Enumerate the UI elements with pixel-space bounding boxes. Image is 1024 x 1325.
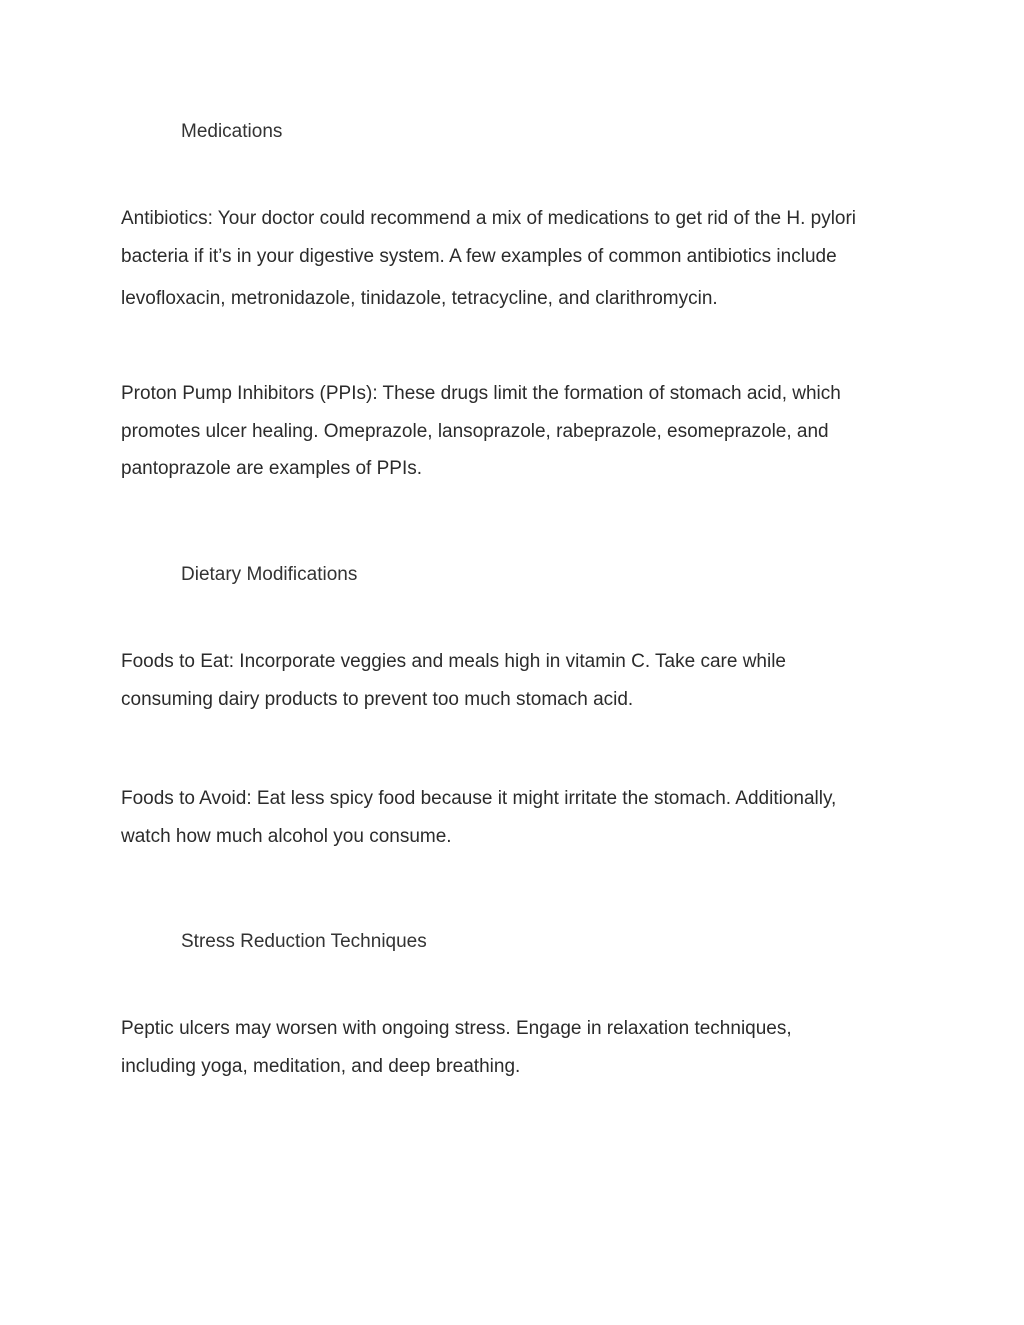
paragraph-line: Peptic ulcers may worsen with ongoing stress. Engage in relaxation techniques, bbox=[121, 1018, 792, 1039]
paragraph-line: including yoga, meditation, and deep breathing. bbox=[121, 1056, 521, 1077]
paragraph-line: pantoprazole are examples of PPIs. bbox=[121, 458, 423, 479]
section-heading-medications: Medications bbox=[181, 121, 283, 142]
paragraph-line: levofloxacin, metronidazole, tinidazole, tetracycline, and clarithromycin. bbox=[121, 288, 718, 309]
section-heading-stress-reduction: Stress Reduction Techniques bbox=[181, 931, 427, 952]
paragraph-line: Proton Pump Inhibitors (PPIs): These drugs limit the formation of stomach acid, which bbox=[121, 383, 841, 404]
paragraph-line: Antibiotics: Your doctor could recommend a mix of medications to get rid of the H. pylori bbox=[121, 208, 857, 229]
section-heading-dietary-modifications: Dietary Modifications bbox=[181, 564, 358, 585]
paragraph-line: bacteria if it’s in your digestive system. A few examples of common antibiotics include bbox=[121, 246, 837, 267]
paragraph-line: Foods to Eat: Incorporate veggies and meals high in vitamin C. Take care while bbox=[121, 651, 786, 672]
paragraph-line: promotes ulcer healing. Omeprazole, lansoprazole, rabeprazole, esomeprazole, and bbox=[121, 421, 829, 442]
paragraph-line: Foods to Avoid: Eat less spicy food because it might irritate the stomach. Additionally, bbox=[121, 788, 837, 809]
paragraph-line: watch how much alcohol you consume. bbox=[121, 826, 452, 847]
paragraph-line: consuming dairy products to prevent too much stomach acid. bbox=[121, 689, 634, 710]
